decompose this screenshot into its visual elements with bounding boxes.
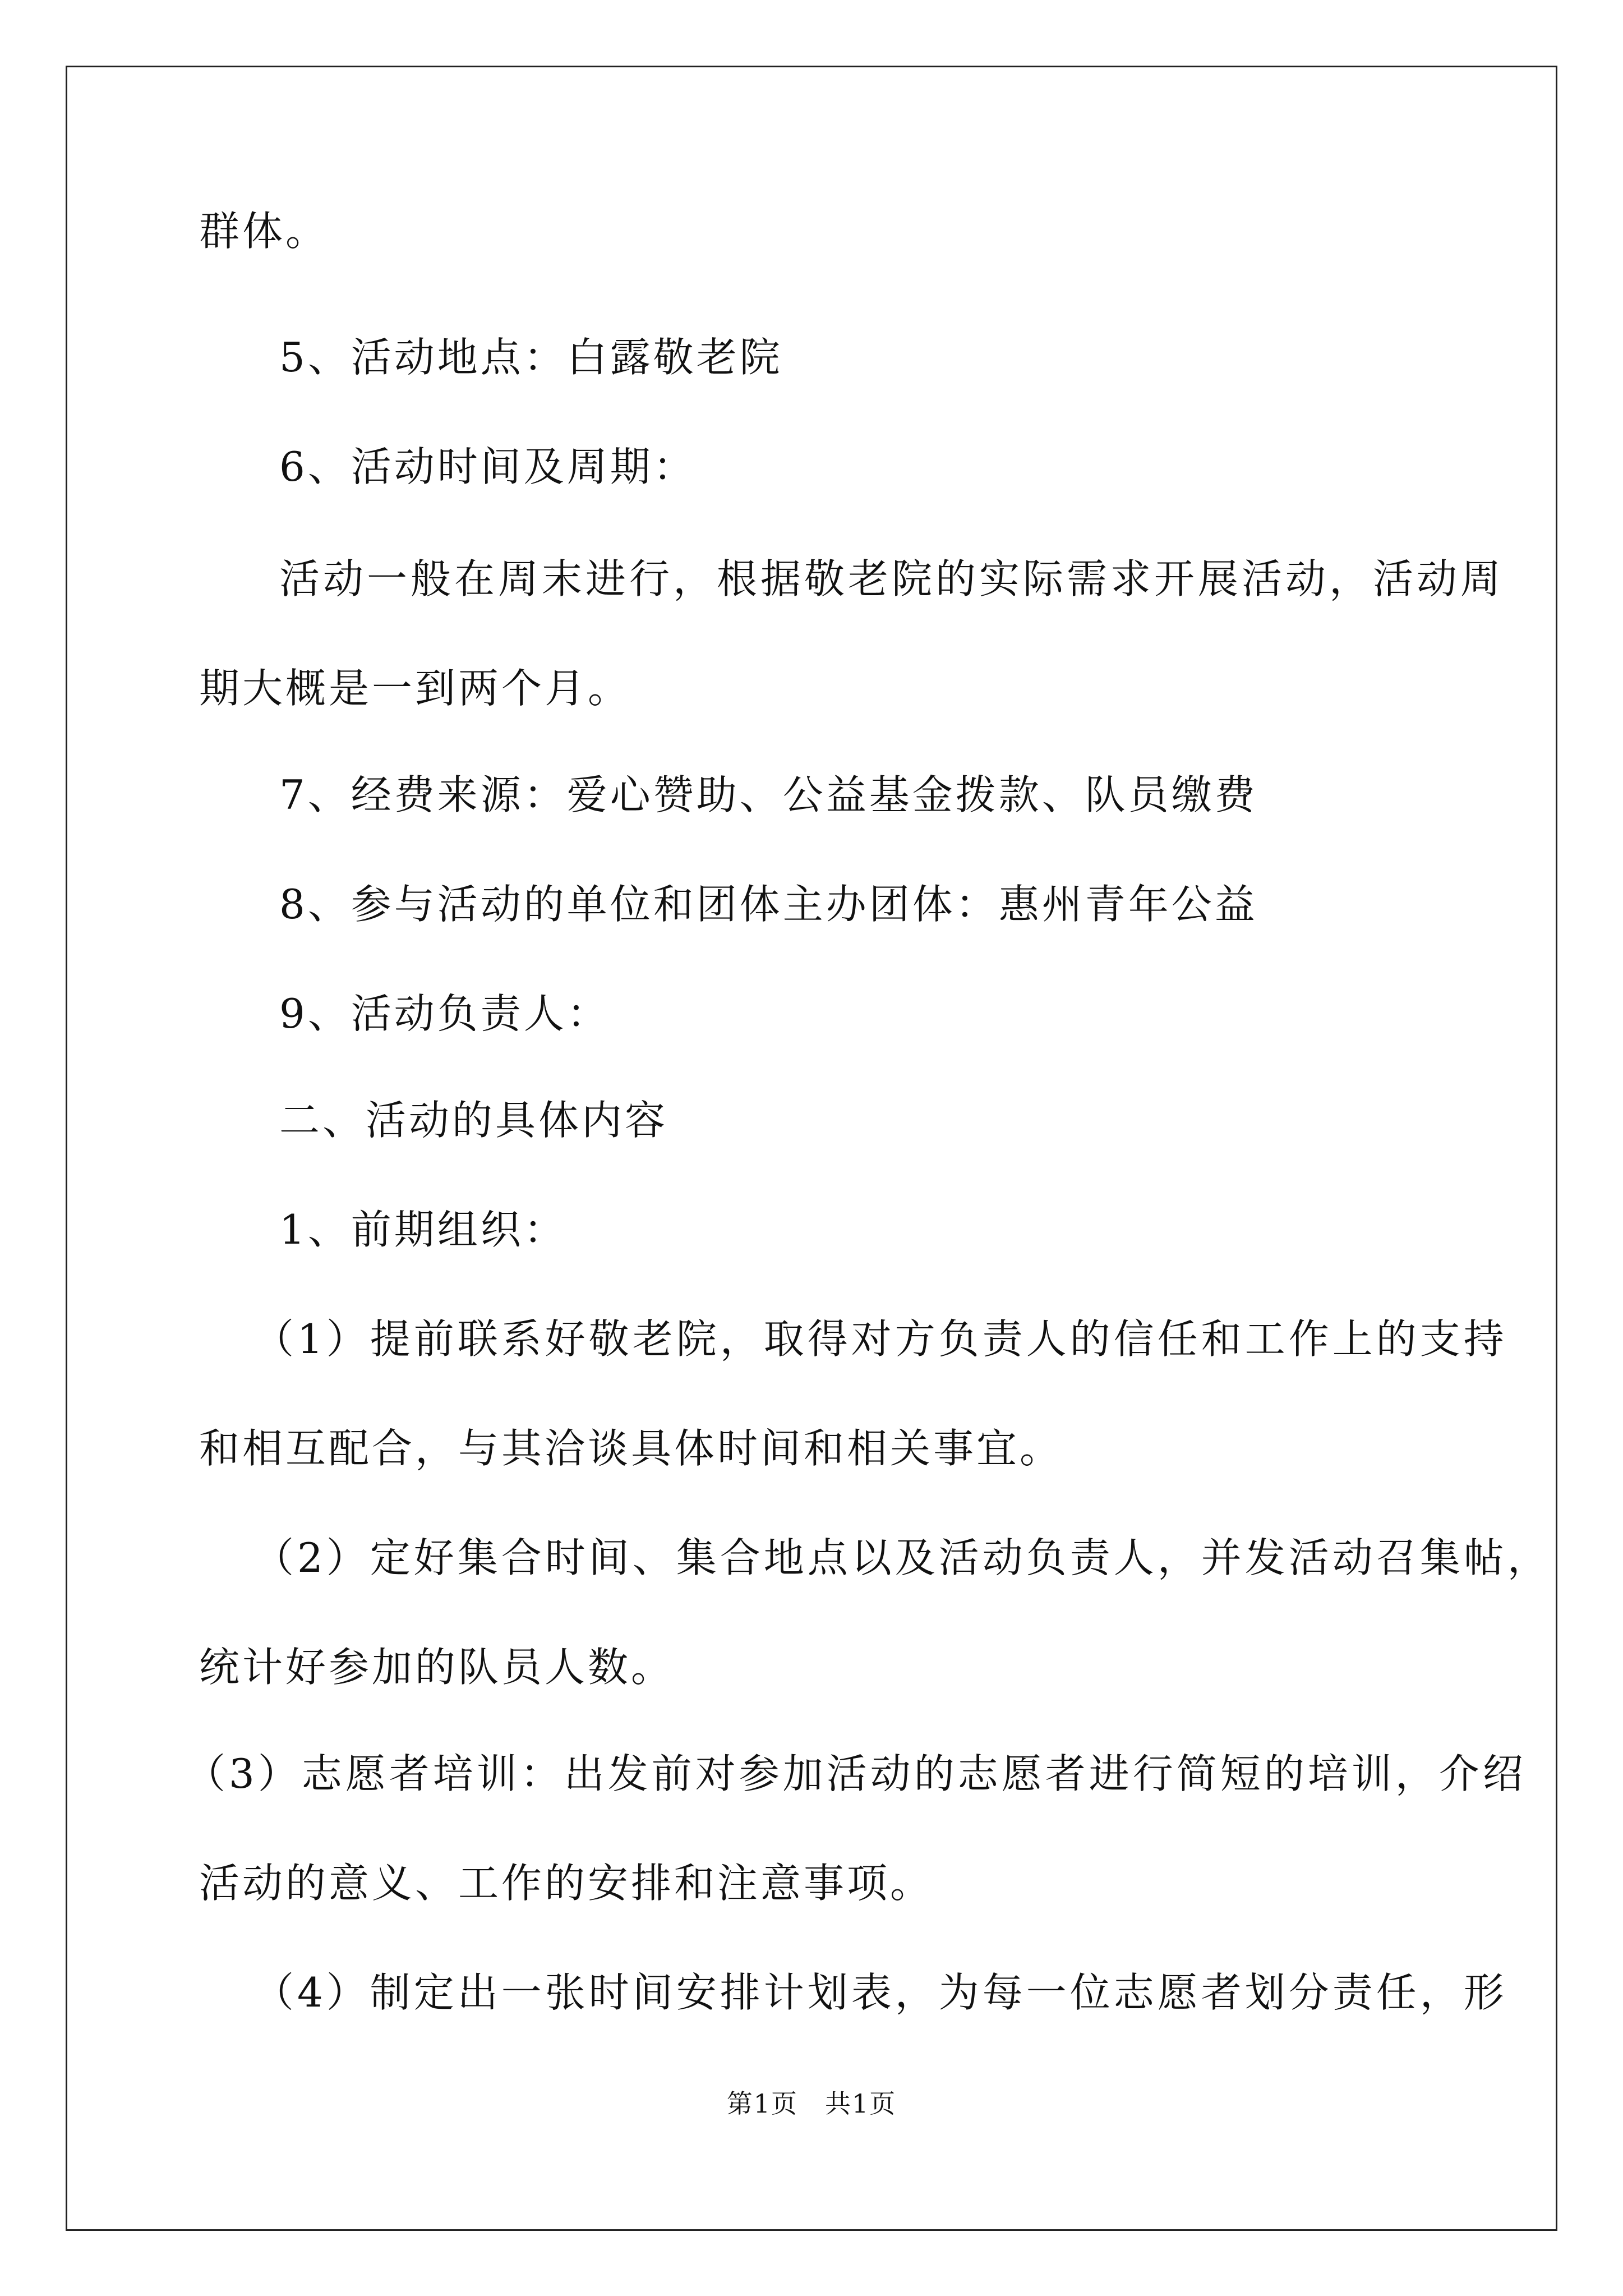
page-footer: 第1页 共1页 <box>726 2088 897 2119</box>
text-line-6: 7、经费来源：爱心赞助、公益基金拨款、队员缴费 <box>279 771 1258 818</box>
text-line-7: 8、参与活动的单位和团体主办团体：惠州青年公益 <box>279 881 1258 928</box>
text-line-11: （1）提前联系好敬老院，取得对方负责人的信任和工作上的支持 <box>253 1315 1507 1363</box>
text-line-5: 期大概是一到两个月。 <box>199 665 631 712</box>
text-line-1: 群体。 <box>199 208 329 255</box>
text-line-17: （4）制定出一张时间安排计划表，为每一位志愿者划分责任，形 <box>253 1969 1507 2016</box>
text-line-14: 统计好参加的队员人数。 <box>199 1644 675 1691</box>
text-line-9: 二、活动的具体内容 <box>279 1097 668 1144</box>
text-line-2: 5、活动地点：白露敬老院 <box>279 334 783 381</box>
text-line-10: 1、前期组织： <box>279 1206 567 1253</box>
text-line-3: 6、活动时间及周期： <box>279 443 697 490</box>
text-line-15: （3）志愿者培训：出发前对参加活动的志愿者进行简短的培训，介绍 <box>185 1750 1527 1797</box>
text-line-16: 活动的意义、工作的安排和注意事项。 <box>199 1860 934 1907</box>
text-line-4: 活动一般在周末进行，根据敬老院的实际需求开展活动，活动周 <box>279 555 1505 602</box>
text-line-8: 9、活动负责人： <box>279 990 610 1037</box>
text-line-12: 和相互配合，与其洽谈具体时间和相关事宜。 <box>199 1425 1063 1472</box>
text-line-13: （2）定好集合时间、集合地点以及活动负责人，并发活动召集帖， <box>253 1534 1551 1581</box>
